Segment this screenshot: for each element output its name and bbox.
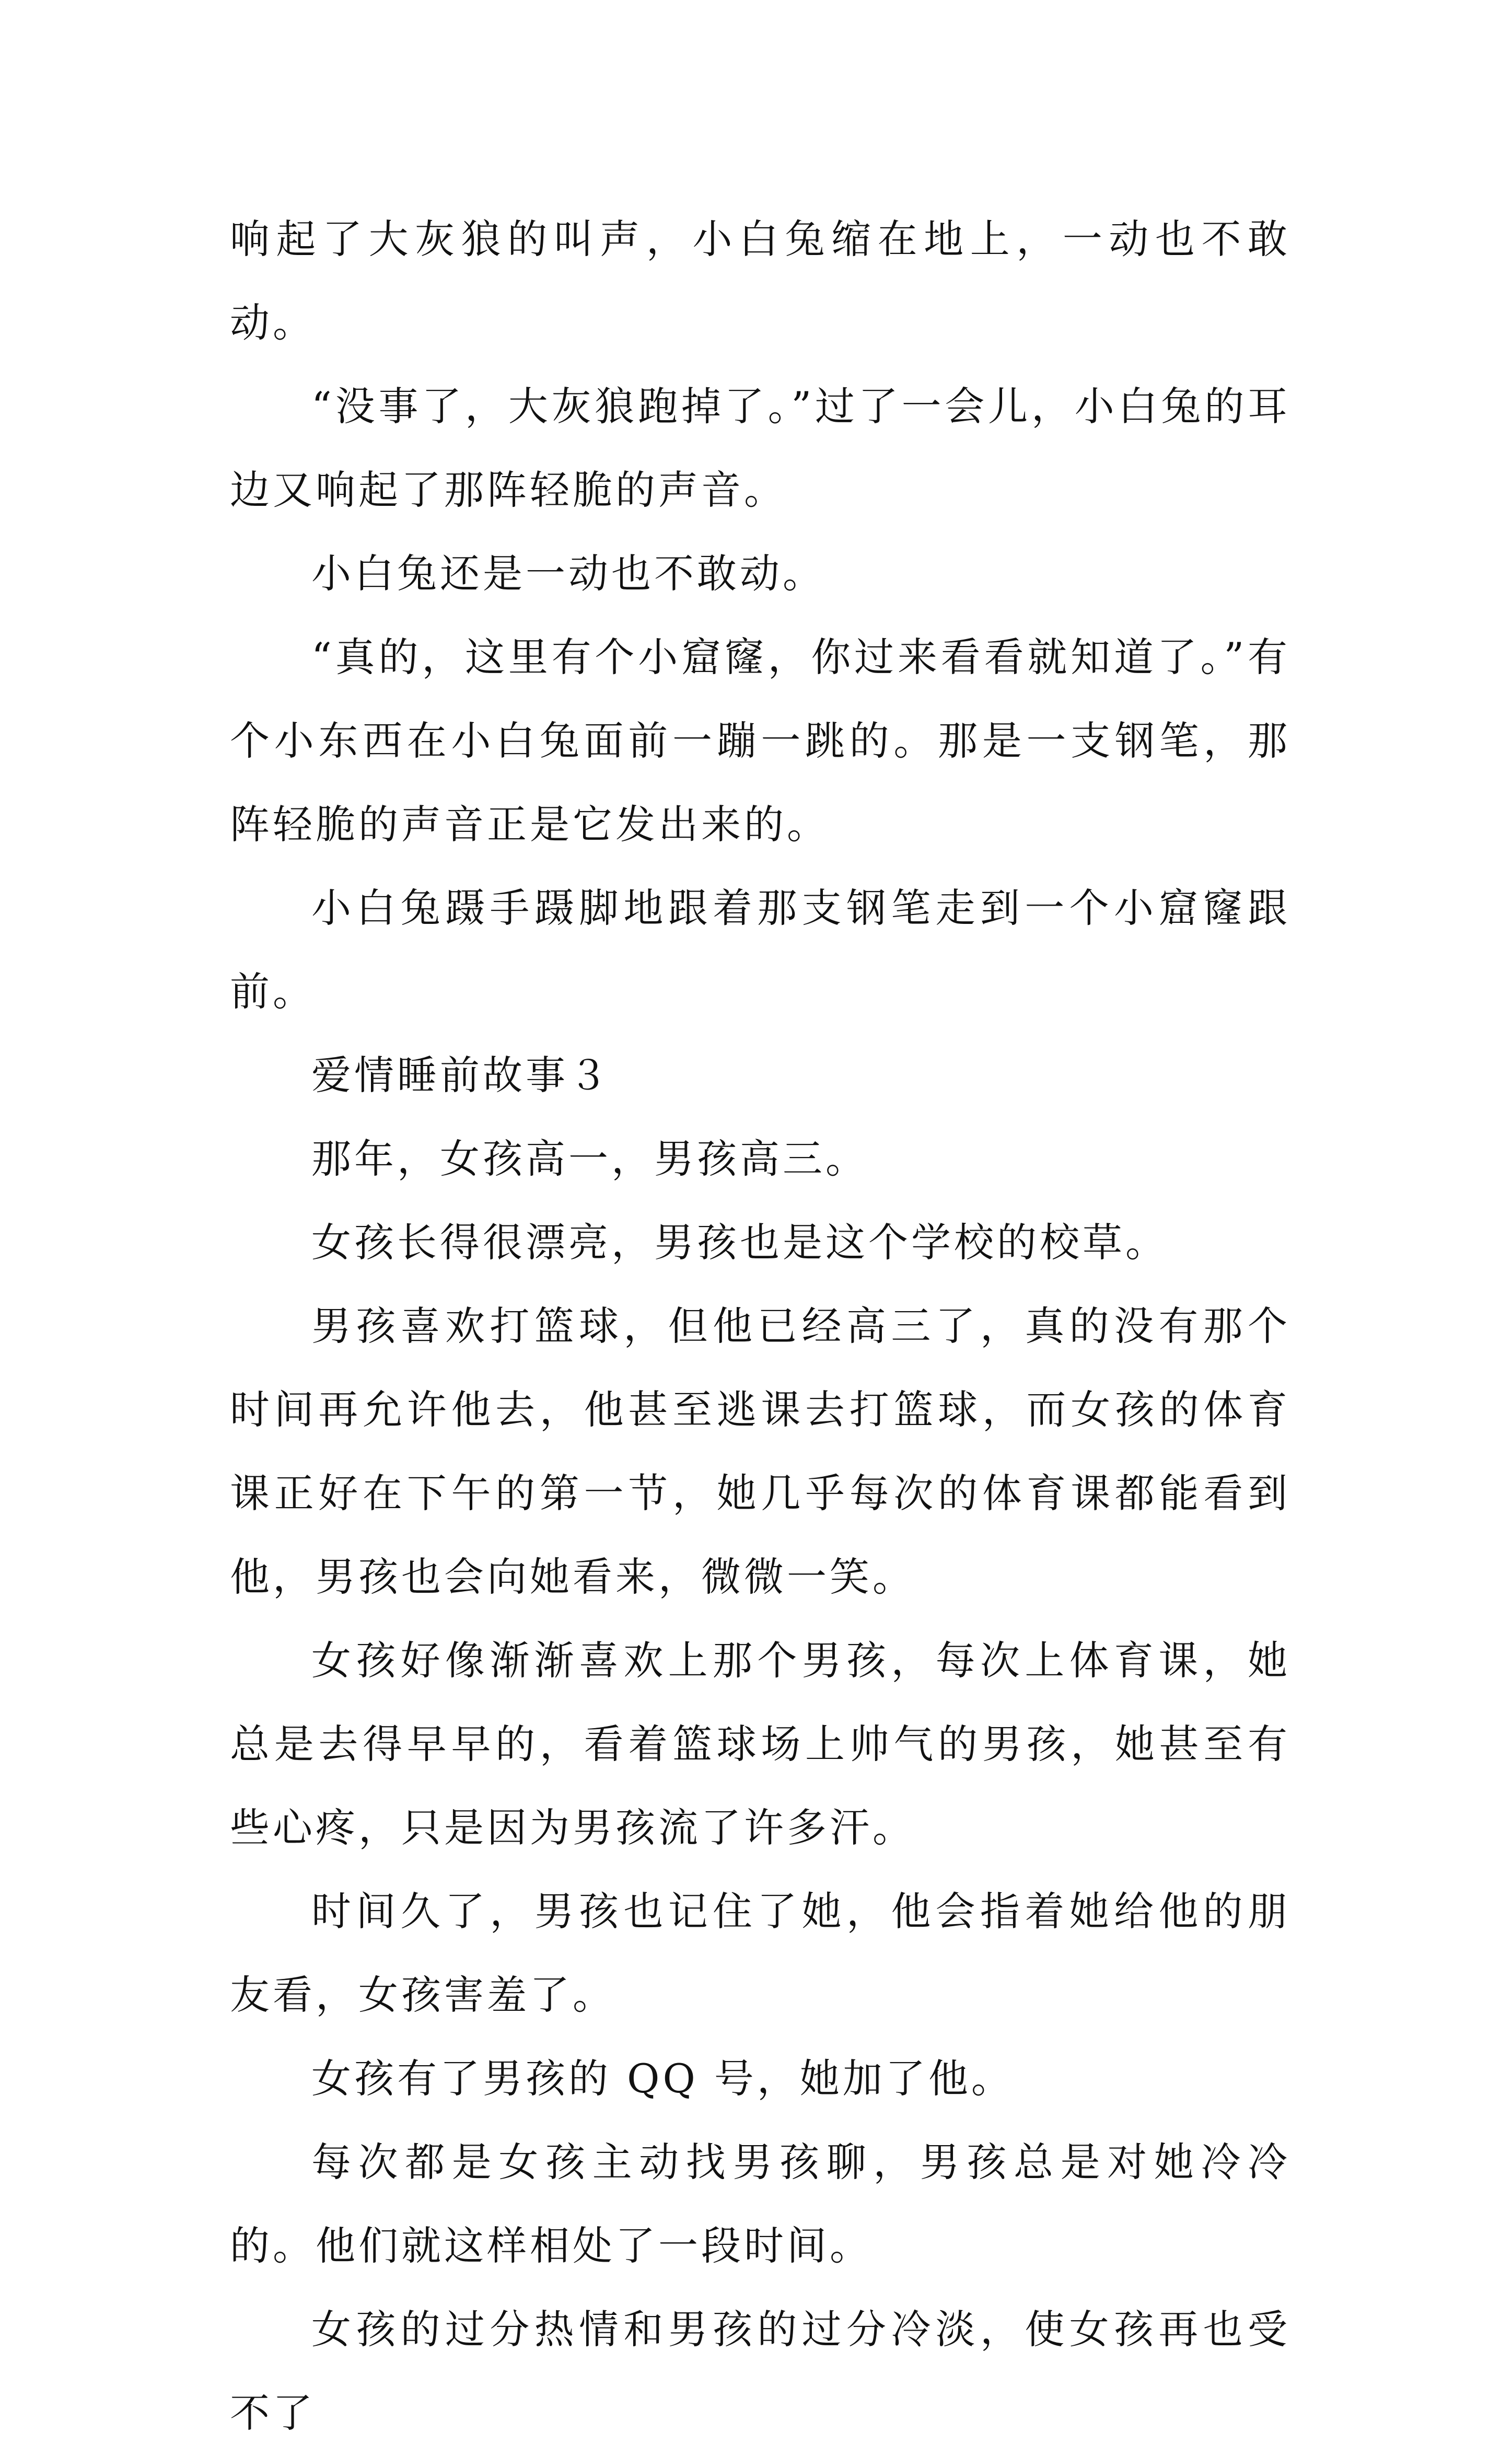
paragraph: “真的，这里有个小窟窿，你过来看看就知道了。”有个小东西在小白兔面前一蹦一跳的。那是一支钢笔，那阵轻脆的声音正是它发出来的。	[230, 634, 1290, 848]
paragraph: 响起了大灰狼的叫声，小白兔缩在地上，一动也不敢动。	[230, 216, 1290, 346]
paragraph: 男孩喜欢打篮球，但他已经高三了，真的没有那个时间再允许他去，他甚至逃课去打篮球，而女孩的体育课正好在下午的第一节，她几乎每次的体育课都能看到他，男孩也会向她看来，微微一笑。	[230, 1303, 1290, 1600]
section-heading: 爱情睡前故事３	[311, 1052, 611, 1098]
paragraph: 小白兔蹑手蹑脚地跟着那支钢笔走到一个小窟窿跟前。	[230, 885, 1290, 1015]
paragraph: “没事了，大灰狼跑掉了。”过了一会儿，小白兔的耳边又响起了那阵轻脆的声音。	[230, 383, 1290, 513]
paragraph: 时间久了，男孩也记住了她，他会指着她给他的朋友看，女孩害羞了。	[230, 1888, 1290, 2018]
paragraph: 那年，女孩高一，男孩高三。	[311, 1136, 868, 1182]
paragraph: 每次都是女孩主动找男孩聊，男孩总是对她冷冷的。他们就这样相处了一段时间。	[230, 2139, 1290, 2269]
paragraph: 小白兔还是一动也不敢动。	[311, 550, 825, 597]
paragraph: 女孩有了男孩的 QQ 号，她加了他。	[311, 2055, 1014, 2102]
paragraph: 女孩好像渐渐喜欢上那个男孩，每次上体育课，她总是去得早早的，看着篮球场上帅气的男孩，她甚至有些心疼，只是因为男孩流了许多汗。	[230, 1637, 1290, 1851]
document-body	[230, 198, 1290, 2455]
paragraph: 女孩的过分热情和男孩的过分冷淡，使女孩再也受不了	[230, 2306, 1290, 2436]
paragraph: 女孩长得很漂亮，男孩也是这个学校的校草。	[311, 1219, 1168, 1266]
